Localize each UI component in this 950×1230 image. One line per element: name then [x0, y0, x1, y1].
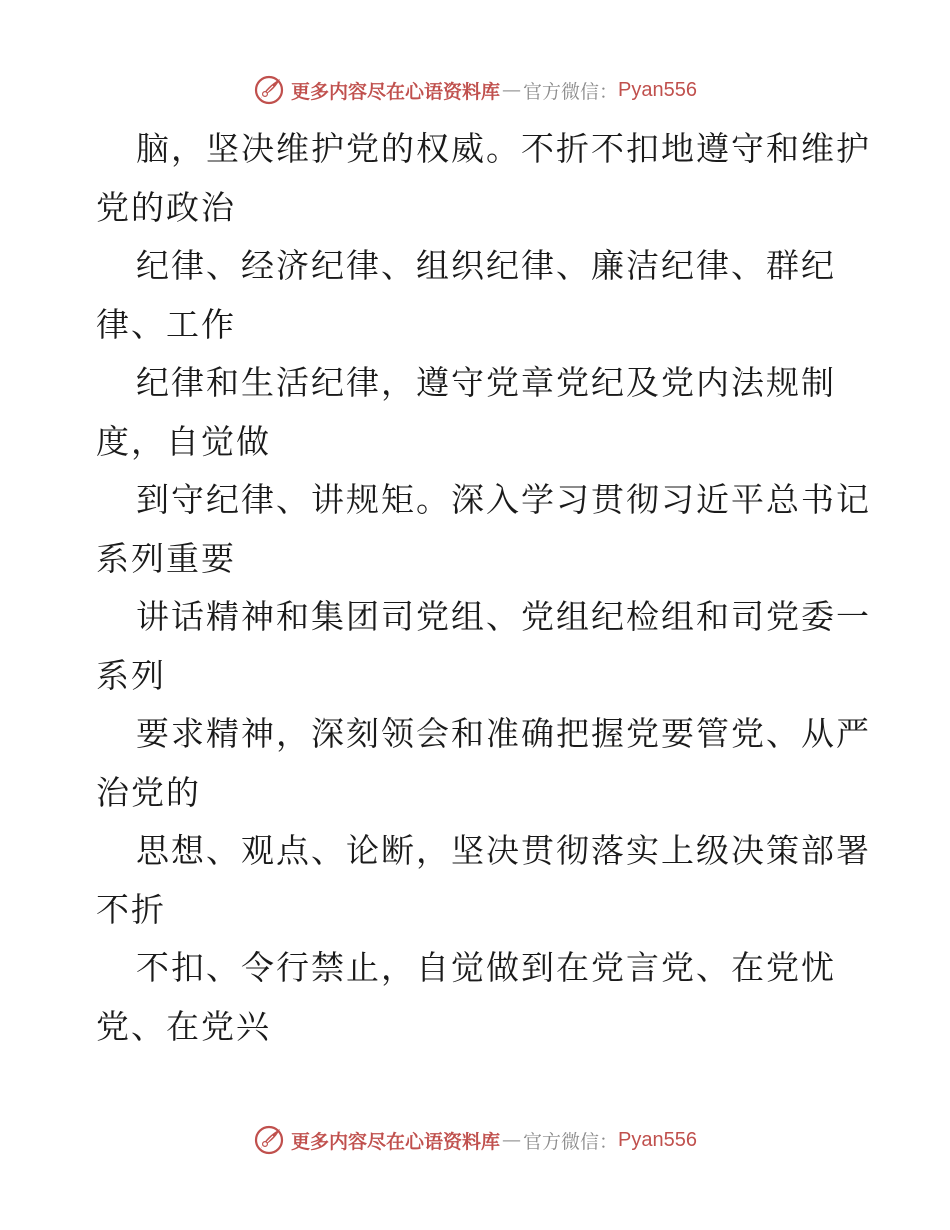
- paragraph-line: 党、在党兴: [96, 1006, 271, 1046]
- paragraph-line: 脑，坚决维护党的权威。不折不扣地遵守和维护: [136, 129, 871, 168]
- paragraph: [0, 705, 950, 822]
- paragraph-line: 纪律和生活纪律，遵守党章党纪及党内法规制: [136, 363, 836, 402]
- paragraph: [0, 354, 950, 471]
- paragraph: [0, 588, 950, 705]
- header-dash: —: [502, 79, 522, 101]
- footer-dash: —: [502, 1129, 522, 1151]
- footer-site-text: 更多内容尽在心语资料库: [291, 1130, 501, 1153]
- paragraph-line: 纪律、经济纪律、组织纪律、廉洁纪律、群纪: [136, 246, 836, 285]
- header-site-text: 更多内容尽在心语资料库: [291, 80, 501, 103]
- feather-pen-logo-icon: [253, 74, 285, 106]
- paragraph: [0, 471, 950, 588]
- paragraph-line: 党的政治: [96, 187, 236, 227]
- paragraph-line: 系列: [96, 655, 166, 695]
- footer-wechat-id: Pyan556: [618, 1128, 697, 1151]
- header-wechat-id: Pyan556: [618, 78, 697, 101]
- paragraph-line: 思想、观点、论断，坚决贯彻落实上级决策部署: [136, 831, 871, 870]
- paragraph-line: 要求精神，深刻领会和准确把握党要管党、从严: [136, 714, 871, 753]
- paragraph-line: 到守纪律、讲规矩。深入学习贯彻习近平总书记: [136, 480, 871, 519]
- paragraph-line: 不折: [96, 889, 166, 929]
- paragraph: [0, 237, 950, 354]
- feather-pen-logo-icon: [253, 1124, 285, 1156]
- header-wechat-label: 官方微信：: [523, 80, 619, 103]
- paragraph: [0, 939, 950, 1056]
- paragraph-line: 系列重要: [96, 538, 236, 578]
- paragraph: [0, 822, 950, 939]
- paragraph-line: 讲话精神和集团司党组、党组纪检组和司党委一: [136, 597, 871, 636]
- paragraph-line: 度，自觉做: [96, 421, 271, 461]
- paragraph-line: 律、工作: [96, 304, 236, 344]
- header-banner: [0, 70, 950, 110]
- paragraph: [0, 120, 950, 237]
- paragraph-line: 不扣、令行禁止，自觉做到在党言党、在党忧: [136, 948, 836, 987]
- footer-banner: [0, 1120, 950, 1160]
- paragraph-line: 治党的: [96, 772, 201, 812]
- document-body: [0, 120, 950, 1056]
- footer-wechat-label: 官方微信：: [523, 1130, 619, 1153]
